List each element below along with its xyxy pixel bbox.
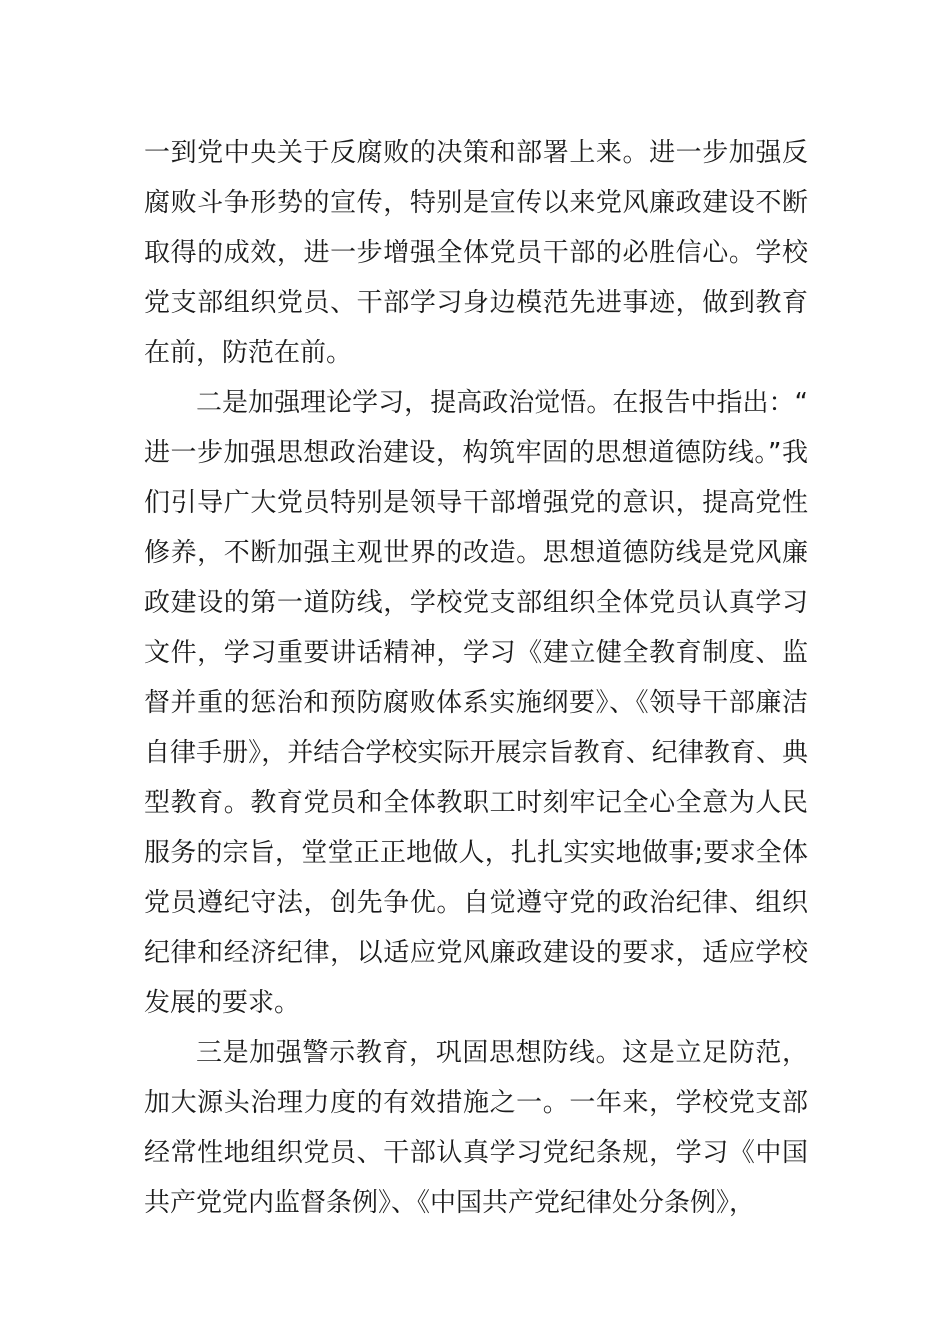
paragraph-warning-education: 三是加强警示教育，巩固思想防线。这是立足防范，加大源头治理力度的有效措施之一。一年来，学校党支部经常性地组织党员、干部认真学习党纪条规，学习《中国共产党党内监督条例》、《中国共产党纪律处分条例》， [144,1038,808,1218]
document-body [144,128,808,1228]
paragraph-continuation: 一到党中央关于反腐败的决策和部署上来。进一步加强反腐败斗争形势的宣传，特别是宣传以来党风廉政建设不断取得的成效，进一步增强全体党员干部的必胜信心。学校党支部组织党员、干部学习身边模范先进事迹，做到教育在前，防范在前。 [144,138,808,368]
paragraph-theory-study: 二是加强理论学习，提高政治觉悟。在报告中指出：“进一步加强思想政治建设，构筑牢固的思想道德防线。”我们引导广大党员特别是领导干部增强党的意识，提高党性修养，不断加强主观世界的改造。思想道德防线是党风廉政建设的第一道防线，学校党支部组织全体党员认真学习文件，学习重要讲话精神，学习《建立健全教育制度、监督并重的惩治和预防腐败体系实施纲要》、《领导干部廉洁自律手册》，并结合学校实际开展宗旨教育、纪律教育、典型教育。教育党员和全体教职工时刻牢记全心全意为人民服务的宗旨，堂堂正正地做人，扎扎实实地做事;要求全体党员遵纪守法，创先争优。自觉遵守党的政治纪律、组织纪律和经济纪律，以适应党风廉政建设的要求，适应学校发展的要求。 [144,388,808,1018]
